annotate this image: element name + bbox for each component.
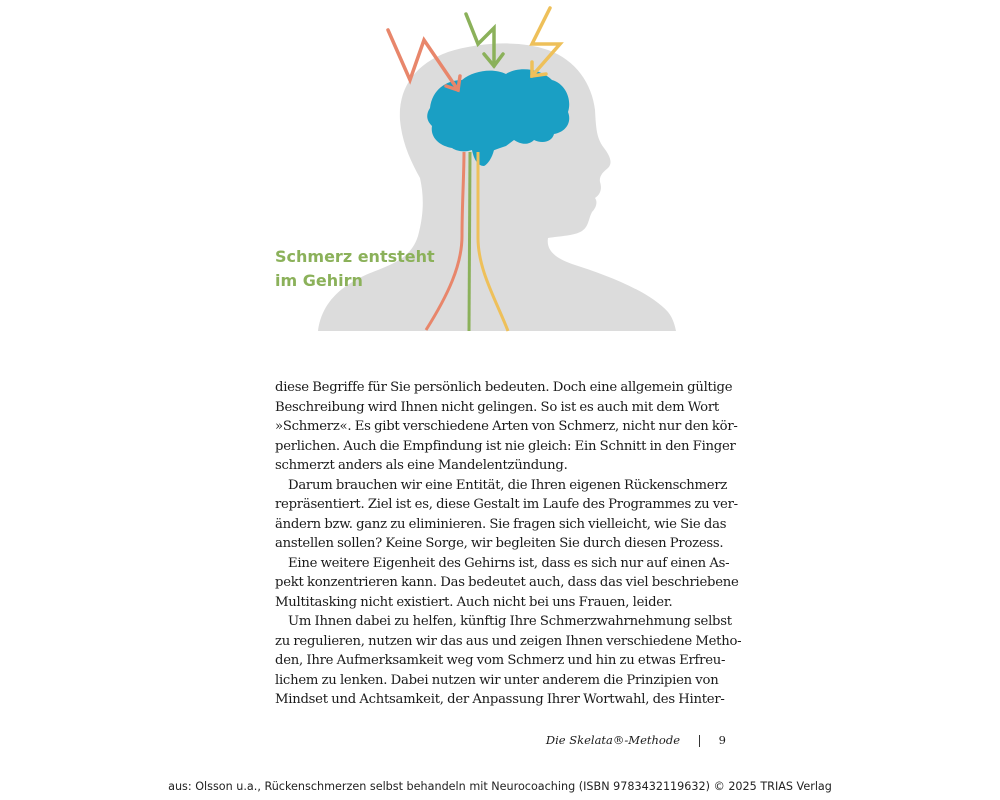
page-footer	[275, 733, 726, 749]
text-line: perlichen. Auch die Empfindung ist nie gleich: Ein Schnitt in den Finger	[275, 438, 736, 454]
text-line: diese Begriffe für Sie persönlich bedeuten. Doch eine allgemein gültige	[275, 380, 733, 395]
paragraph-1	[275, 378, 738, 476]
caption-line-2: im Gehirn	[275, 271, 363, 290]
paragraph-4	[275, 612, 742, 710]
page-number: 9	[718, 733, 726, 747]
text-line: pekt konzentrieren kann. Das bedeutet auch, dass das viel beschriebene	[275, 575, 739, 590]
head-illustration	[0, 0, 1000, 335]
text-line: Mindset und Achtsamkeit, der Anpassung Ihrer Wortwahl, des Hinter-	[275, 692, 725, 707]
body-text	[275, 378, 742, 710]
head-silhouette-graphic	[0, 0, 1000, 335]
source-citation: aus: Olsson u.a., Rückenschmerzen selbst behandeln mit Neurocoaching (ISBN 9783432119632) © 2025 TRIAS Verlag	[168, 780, 832, 793]
caption-line-1: Schmerz entsteht	[275, 247, 435, 266]
paragraph-3	[275, 554, 739, 613]
text-line: schmerzt anders als eine Mandelentzündung.	[275, 458, 568, 473]
text-line: Beschreibung wird Ihnen nicht gelingen. So ist es auch mit dem Wort	[275, 399, 719, 415]
text-line: zu regulieren, nutzen wir das aus und zeigen Ihnen verschiedene Metho-	[275, 633, 742, 649]
footer-divider	[699, 735, 700, 747]
text-line: anstellen sollen? Keine Sorge, wir begleiten Sie durch diesen Prozess.	[275, 536, 724, 551]
text-line: lichem zu lenken. Dabei nutzen wir unter anderem die Prinzipien von	[275, 672, 719, 688]
text-line: Darum brauchen wir eine Entität, die Ihren eigenen Rückenschmerz	[288, 477, 728, 493]
text-line: den, Ihre Aufmerksamkeit weg vom Schmerz und hin zu etwas Erfreu-	[275, 653, 726, 668]
text-line: »Schmerz«. Es gibt verschiedene Arten von Schmerz, nicht nur den kör-	[275, 419, 738, 434]
nerve-green	[469, 152, 470, 331]
illustration-caption	[275, 245, 435, 293]
text-line: ändern bzw. ganz zu eliminieren. Sie fragen sich vielleicht, wie Sie das	[275, 516, 727, 532]
text-line: Um Ihnen dabei zu helfen, künftig Ihre Schmerzwahrnehmung selbst	[288, 614, 732, 629]
text-line: repräsentiert. Ziel ist es, diese Gestalt im Laufe des Programmes zu ver-	[275, 497, 738, 512]
paragraph-2	[275, 476, 738, 554]
text-line: Eine weitere Eigenheit des Gehirns ist, dass es sich nur auf einen As-	[288, 555, 730, 571]
running-title: Die Skelata®-Methode	[545, 733, 680, 747]
text-line: Multitasking nicht existiert. Auch nicht bei uns Frauen, leider.	[275, 594, 673, 610]
